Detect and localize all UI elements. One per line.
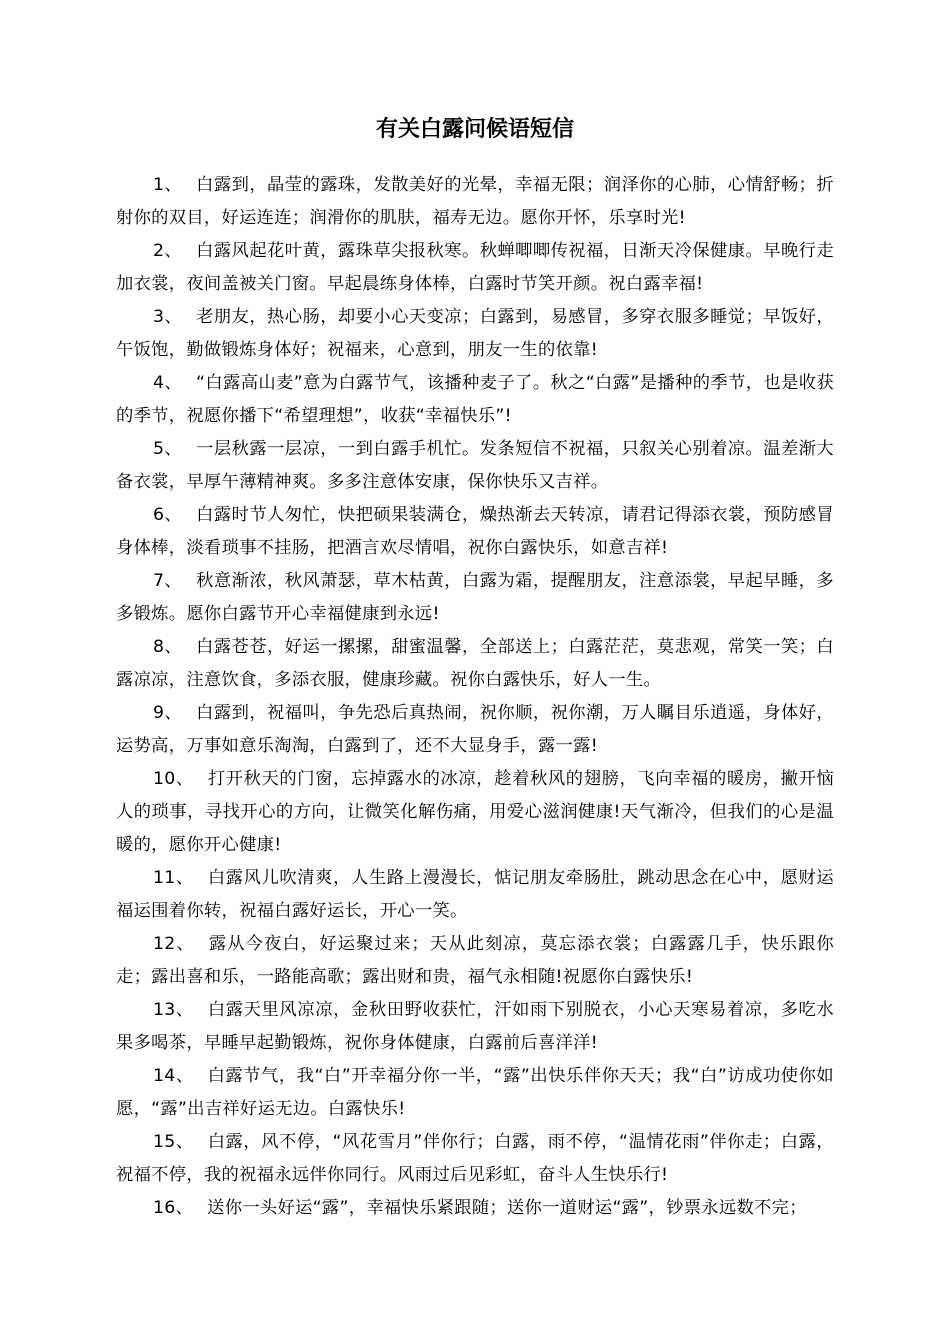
- paragraph-number: 2、: [153, 241, 183, 261]
- paragraph-text: 打开秋天的门窗，忘掉露水的冰凉，趁着秋风的翅膀，飞向幸福的暖房，撇开恼人的琐事，寻找开心的方向，让微笑化解伤痛，用爱心滋润健康!天气渐冷，但我们的心是温暖的，愿你开心健康!: [116, 769, 834, 855]
- paragraph-text: 秋意渐浓，秋风萧瑟，草木枯黄，白露为霜，提醒朋友，注意添裳，早起早睡，多多锻炼。愿你白露节开心幸福健康到永远!: [116, 571, 834, 624]
- paragraph-number: 13、: [153, 1000, 194, 1020]
- paragraph-text: 白露，风不停，“风花雪月”伴你行；白露，雨不停，“温情花雨”伴你走；白露，祝福不停，我的祝福永远伴你同行。风雨过后见彩虹，奋斗人生快乐行!: [116, 1132, 834, 1185]
- paragraph: [116, 1060, 834, 1126]
- paragraph-number: 10、: [153, 769, 194, 789]
- document-title: 有关白露问候语短信: [375, 117, 574, 142]
- paragraph-text: 白露风起花叶黄，露珠草尖报秋寒。秋蝉唧唧传祝福，日渐天冷保健康。早晚行走加衣裳，夜间盖被关门窗。早起晨练身体棒，白露时节笑开颜。祝白露幸福!: [116, 241, 834, 294]
- paragraph: [116, 499, 834, 565]
- paragraph: [116, 631, 834, 697]
- paragraph-text: 老朋友，热心肠，却要小心天变凉；白露到，易感冒，多穿衣服多睡觉；早饭好，午饭饱，勤做锻炼身体好；祝福来，心意到，朋友一生的依靠!: [116, 307, 834, 360]
- paragraph-number: 15、: [153, 1132, 194, 1152]
- paragraph: [116, 763, 834, 862]
- paragraph-number: 5、: [153, 439, 183, 459]
- paragraph-text: 一层秋露一层凉，一到白露手机忙。发条短信不祝福，只叙关心别着凉。温差渐大备衣裳，早厚午薄精神爽。多多注意体安康，保你快乐又吉祥。: [116, 439, 834, 492]
- paragraph: [116, 235, 834, 301]
- paragraph-number: 1、: [153, 175, 183, 195]
- paragraph: [116, 301, 834, 367]
- paragraph-text: 白露苍苍，好运一摞摞，甜蜜温馨，全部送上；白露茫茫，莫悲观，常笑一笑；白露凉凉，注意饮食，多添衣服，健康珍藏。祝你白露快乐，好人一生。: [116, 637, 834, 690]
- paragraph: [116, 862, 834, 928]
- paragraph-number: 6、: [153, 505, 183, 525]
- paragraph-text: 白露节气，我“白”开幸福分你一半，“露”出快乐伴你天天；我“白”访成功使你如愿，“露”出吉祥好运无边。白露快乐!: [116, 1066, 834, 1119]
- paragraph: [116, 367, 834, 433]
- paragraph-number: 12、: [153, 934, 195, 954]
- paragraph-text: 白露时节人匆忙，快把硕果装满仓，燥热渐去天转凉，请君记得添衣裳，预防感冒身体棒，淡看琐事不挂肠，把酒言欢尽情唱，祝你白露快乐，如意吉祥!: [116, 505, 834, 558]
- paragraph: [116, 928, 834, 994]
- paragraph-number: 9、: [153, 703, 183, 723]
- paragraph: [116, 1126, 834, 1192]
- paragraph-number: 4、: [153, 373, 183, 393]
- paragraph-number: 11、: [153, 868, 194, 888]
- paragraph: [116, 565, 834, 631]
- paragraph-text: 白露到，晶莹的露珠，发散美好的光晕，幸福无限；润泽你的心肺，心情舒畅；折射你的双目，好运连连；润滑你的肌肤，福寿无边。愿你开怀，乐享时光!: [116, 175, 834, 228]
- paragraph-number: 8、: [153, 637, 183, 657]
- paragraph-number: 3、: [153, 307, 183, 327]
- paragraph-text: 送你一头好运“露”，幸福快乐紧跟随；送你一道财运“露”，钞票永远数不完；: [207, 1198, 807, 1218]
- paragraph-text: 白露到，祝福叫，争先恐后真热闹，祝你顺，祝你潮，万人瞩目乐逍遥，身体好，运势高，万事如意乐淘淘，白露到了，还不大显身手，露一露!: [116, 703, 834, 756]
- paragraph-number: 14、: [153, 1066, 194, 1086]
- paragraph-number: 7、: [153, 571, 183, 591]
- paragraph: [116, 697, 834, 763]
- paragraph-text: 白露风儿吹清爽，人生路上漫漫长，惦记朋友牵肠肚，跳动思念在心中，愿财运福运围着你转，祝福白露好运长，开心一笑。: [116, 868, 834, 921]
- paragraph: [116, 169, 834, 235]
- paragraph: [116, 1192, 834, 1225]
- paragraph-text: 露从今夜白，好运聚过来；天从此刻凉，莫忘添衣裳；白露露几手，快乐跟你走；露出喜和乐，一路能高歌；露出财和贵，福气永相随!祝愿你白露快乐!: [116, 934, 835, 987]
- paragraph-text: “白露高山麦”意为白露节气，该播种麦子了。秋之“白露”是播种的季节，也是收获的季节，祝愿你播下“希望理想”，收获“幸福快乐”!: [116, 373, 834, 426]
- document-body: [116, 169, 834, 1225]
- paragraph: [116, 433, 834, 499]
- paragraph-text: 白露天里风凉凉，金秋田野收获忙，汗如雨下别脱衣，小心天寒易着凉，多吃水果多喝茶，早睡早起勤锻炼，祝你身体健康，白露前后喜洋洋!: [116, 1000, 834, 1053]
- paragraph: [116, 994, 834, 1060]
- paragraph-number: 16、: [153, 1198, 194, 1218]
